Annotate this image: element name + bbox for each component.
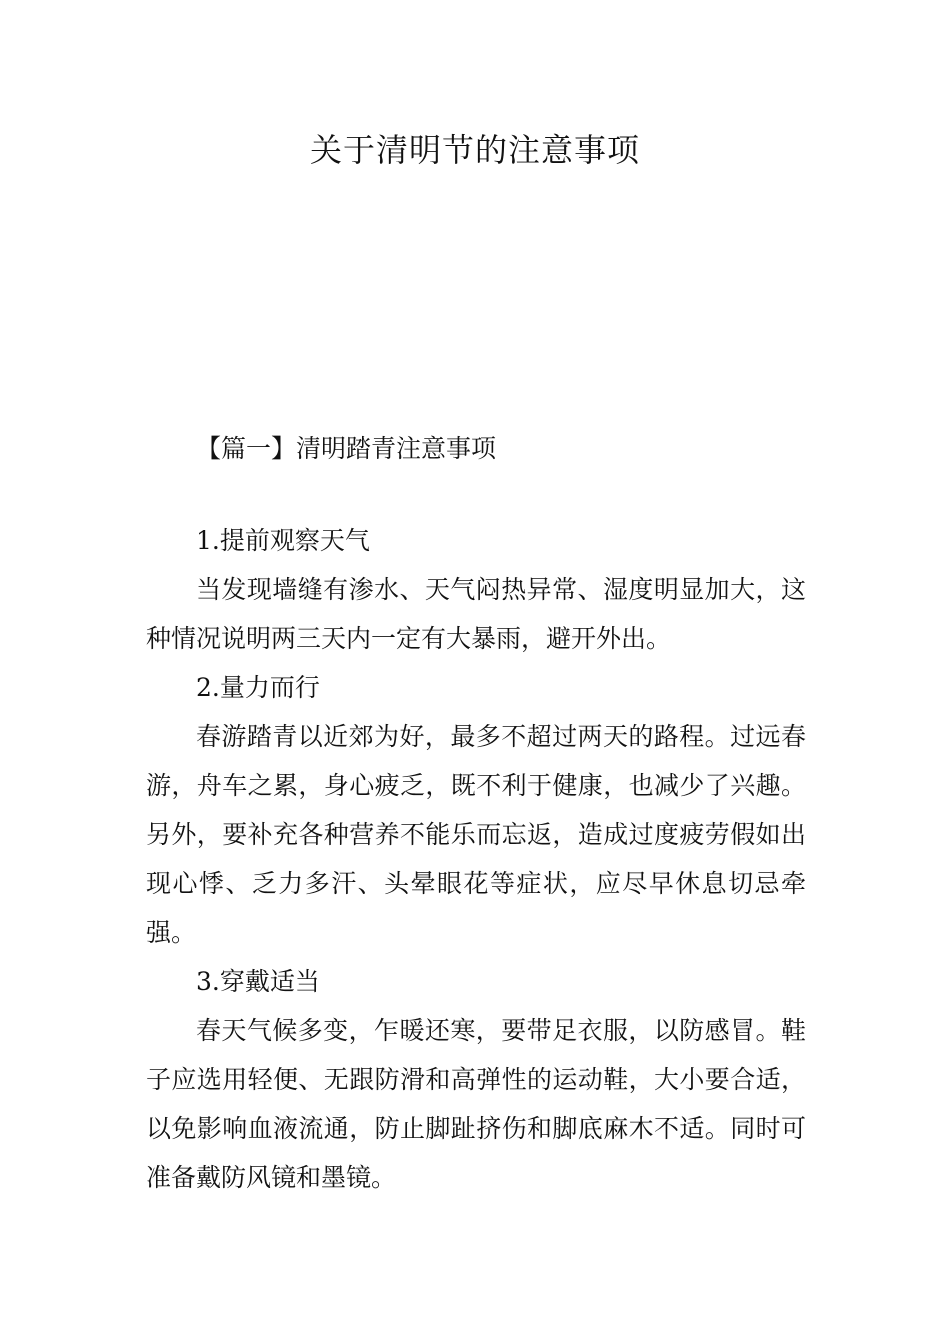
item-body-3: 春天气候多变，乍暖还寒，要带足衣服，以防感冒。鞋子应选用轻便、无跟防滑和高弹性的运动鞋，大小要合适，以免影响血液流通，防止脚趾挤伤和脚底麻木不适。同时可准备戴防风镜和墨镜。 (146, 1016, 806, 1192)
item-body-1: 当发现墙缝有渗水、天气闷热异常、湿度明显加大，这种情况说明两三天内一定有大暴雨，避开外出。 (146, 575, 806, 653)
item-heading-3: 3.穿戴适当 (196, 967, 320, 996)
item-heading-1: 1.提前观察天气 (196, 526, 370, 555)
item-heading-2: 2.量力而行 (196, 673, 320, 702)
document-body (146, 424, 806, 1202)
document-title: 关于清明节的注意事项 (309, 131, 640, 169)
item-body-2: 春游踏青以近郊为好，最多不超过两天的路程。过远春游，舟车之累，身心疲乏，既不利于健康，也减少了兴趣。另外，要补充各种营养不能乐而忘返，造成过度疲劳假如出现心悸、乏力多汗、头晕眼花等症状，应尽早休息切忌牵强。 (146, 722, 806, 947)
section-heading: 【篇一】清明踏青注意事项 (196, 434, 497, 463)
